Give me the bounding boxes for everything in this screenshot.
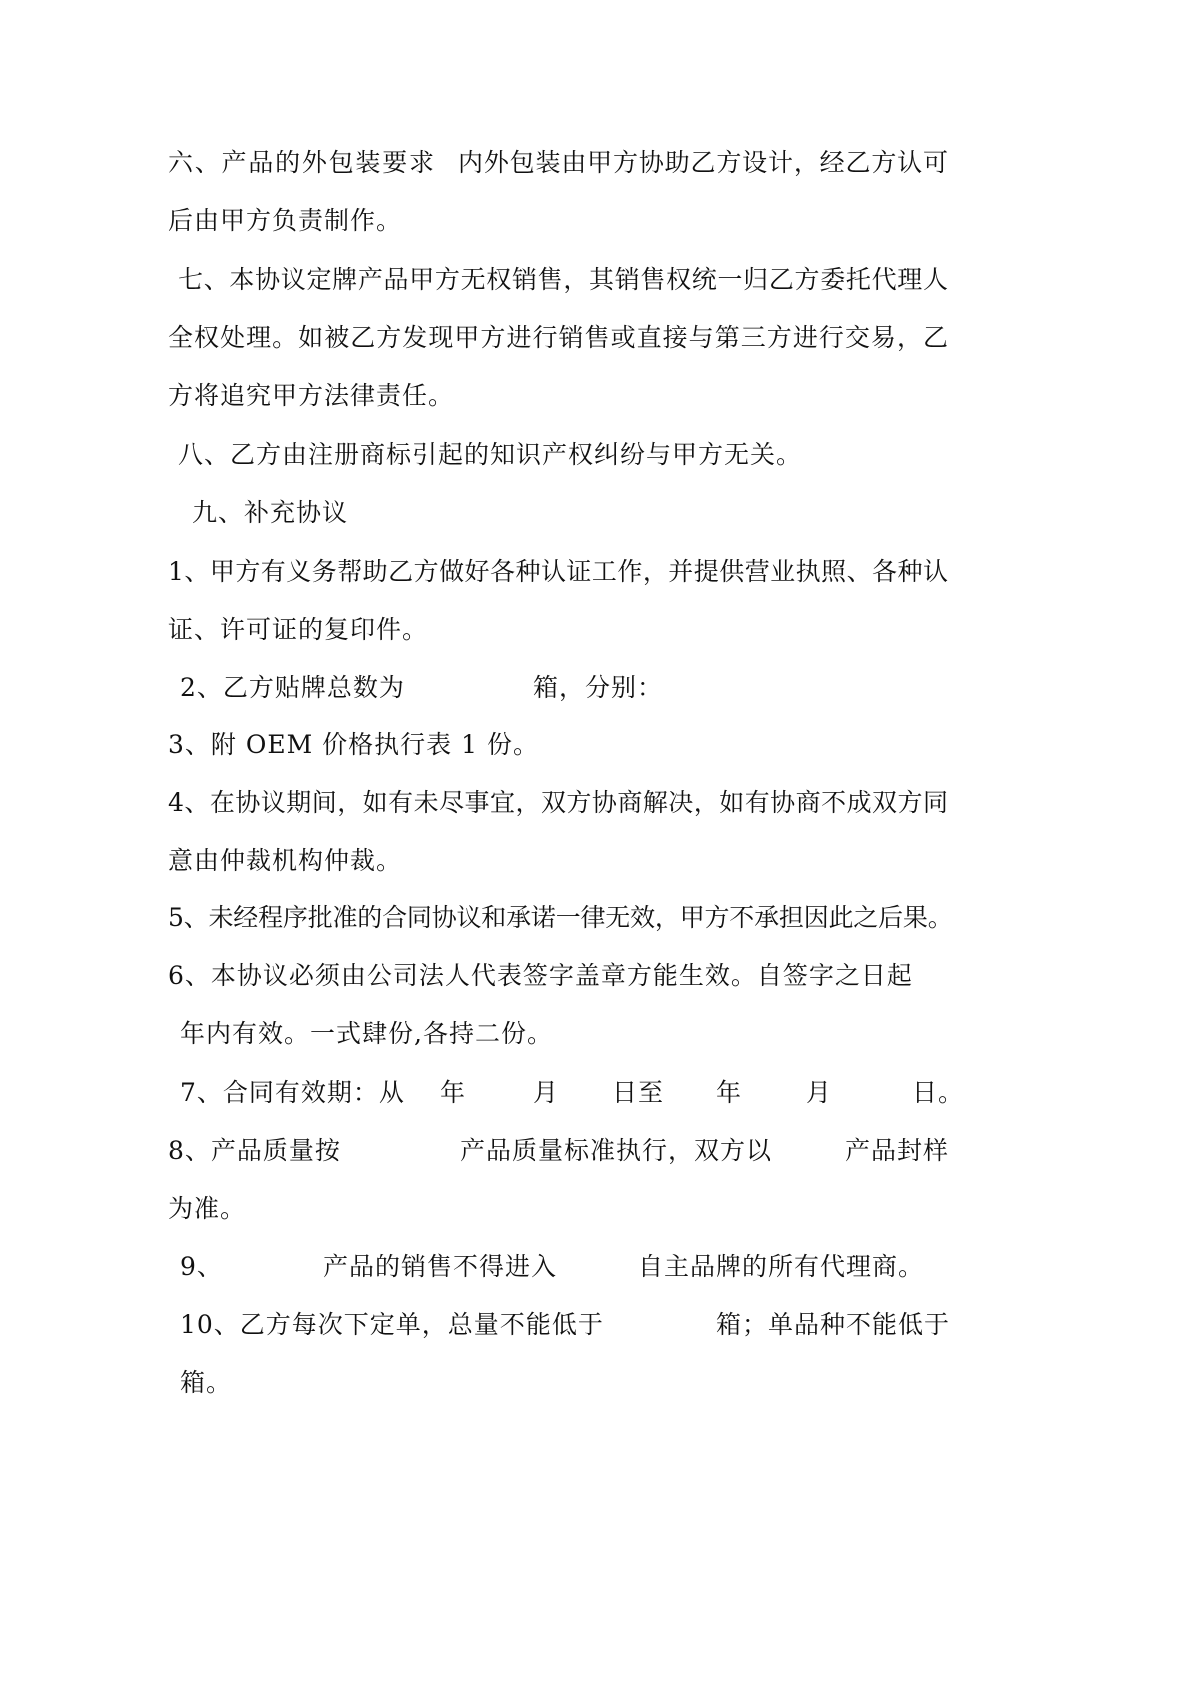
item-8-text: 8、产品质量按: [168, 1136, 341, 1165]
item-3-text: 3、附 OEM 价格执行表 1 份。: [168, 730, 539, 759]
item-8-text-cont: 为准。: [168, 1194, 247, 1223]
item-10-text: 10、乙方每次下定单，总量不能低于: [180, 1310, 604, 1339]
item-6-text-cont: 年内有效。一式肆份,各持二份。: [180, 1019, 553, 1048]
item-1-text-cont: 证、许可证的复印件。: [168, 615, 429, 644]
item-7-start-year: 年: [440, 1078, 467, 1107]
item-9-text: 产品的销售不得进入: [323, 1252, 558, 1281]
item-10-text-end: 箱。: [180, 1368, 233, 1397]
item-9-number: 9、: [180, 1252, 223, 1281]
item-4-text-cont: 意由仲裁机构仲裁。: [168, 846, 403, 875]
clause-7-text-cont: 全权处理。如被乙方发现甲方进行销售或直接与第三方进行交易，乙: [168, 323, 948, 352]
clause-9-heading: 九、补充协议: [192, 498, 349, 527]
clause-8-text: 八、乙方由注册商标引起的知识产权纠纷与甲方无关。: [178, 440, 803, 469]
clause-7-text-end: 方将追究甲方法律责任。: [168, 381, 455, 410]
item-4-text: 4、在协议期间，如有未尽事宜，双方协商解决，如有协商不成双方同: [168, 788, 948, 817]
item-7-start-day: 日至: [612, 1078, 665, 1107]
item-7-end-year: 年: [716, 1078, 743, 1107]
item-2-text-after-blank: 箱，分别：: [533, 673, 664, 702]
item-1-text: 1、甲方有义务帮助乙方做好各种认证工作，并提供营业执照、各种认: [168, 557, 948, 586]
item-8-text-mid: 产品质量标准执行，双方以: [460, 1136, 773, 1165]
clause-6-text: 内外包装由甲方协助乙方设计，经乙方认可: [458, 148, 948, 177]
item-7-end-month: 月: [806, 1078, 833, 1107]
item-6-text: 6、本协议必须由公司法人代表签字盖章方能生效。自签字之日起: [168, 961, 913, 990]
item-2-text: 2、乙方贴牌总数为: [180, 673, 405, 702]
item-8-text-end: 产品封样: [845, 1136, 950, 1165]
clause-6-text-cont: 后由甲方负责制作。: [168, 206, 403, 235]
item-10-text-mid: 箱；单品种不能低于: [716, 1310, 951, 1339]
clause-6-heading: 六、产品的外包装要求: [168, 148, 434, 177]
item-7-end-day: 日。: [912, 1078, 965, 1107]
item-7-start-month: 月: [533, 1078, 560, 1107]
item-7-text: 7、合同有效期：从: [180, 1078, 405, 1107]
clause-7-text: 七、本协议定牌产品甲方无权销售，其销售权统一归乙方委托代理人: [178, 265, 948, 294]
item-9-text-end: 自主品牌的所有代理商。: [638, 1252, 925, 1281]
item-5-text: 5、未经程序批准的合同协议和承诺一律无效，甲方不承担因此之后果。: [168, 903, 953, 932]
